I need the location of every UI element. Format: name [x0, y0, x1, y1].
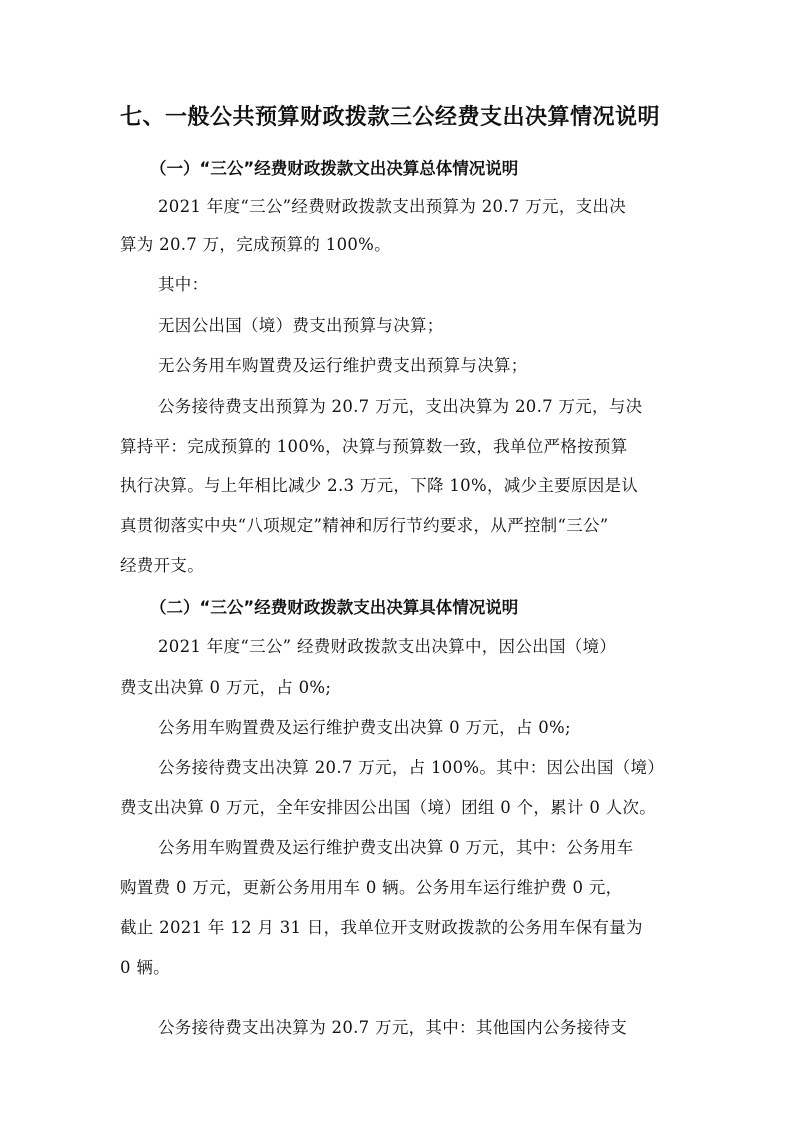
paragraph-line: 执行决算。与上年相比减少 2.3 万元，下降 10%，减少主要原因是认 — [120, 476, 639, 495]
paragraph-line: 截止 2021 年 12 月 31 日，我单位开支财政拨款的公务用车保有量为 — [120, 918, 643, 937]
subsection-title-2: （二）“三公”经费财政拨款支出决算具体情况说明 — [150, 598, 519, 617]
paragraph-line: 2021 年度“三公”经费财政拨款支出预算为 20.7 万元，支出决 — [158, 197, 627, 216]
paragraph-line: 无公务用车购置费及运行维护费支出预算与决算； — [158, 356, 528, 375]
paragraph-line: 2021 年度“三公” 经费财政拨款支出决算中，因公出国（境） — [158, 637, 617, 656]
paragraph-line: 公务接待费支出预算为 20.7 万元，支出决算为 20.7 万元，与决 — [158, 397, 643, 416]
subsection-title-1: （一）“三公”经费财政拨款文出决算总体情况说明 — [150, 159, 519, 178]
paragraph-line: 公务接待费支出决算 20.7 万元，占 100%。其中：因公出国（境） — [158, 758, 665, 777]
paragraph-line: 真贯彻落实中央“八项规定”精神和厉行节约要求，从严控制“三公” — [120, 516, 609, 535]
paragraph-line: 无因公出国（境）费支出预算与决算； — [158, 316, 444, 335]
paragraph-line: 公务接待费支出决算为 20.7 万元，其中：其他国内公务接待支 — [158, 1018, 628, 1037]
paragraph-line: 其中： — [158, 275, 209, 294]
paragraph-line: 算持平：完成预算的 100%，决算与预算数一致，我单位严格按预算 — [120, 437, 628, 456]
paragraph-line: 购置费 0 万元，更新公务用用车 0 辆。公务用车运行维护费 0 元， — [120, 878, 623, 897]
paragraph-line: 公务用车购置费及运行维护费支出决算 0 万元，占 0%; — [158, 718, 571, 737]
paragraph-line: 算为 20.7 万，完成预算的 100%。 — [120, 235, 391, 254]
paragraph-line: 经费开支。 — [120, 556, 204, 575]
paragraph-line: 费支出决算 0 万元，占 0%; — [120, 678, 332, 697]
paragraph-line: 0 辆。 — [120, 958, 170, 977]
section-heading: 七、一般公共预算财政拨款三公经费支出决算情况说明 — [120, 105, 661, 130]
paragraph-line: 公务用车购置费及运行维护费支出决算 0 万元，其中：公务用车 — [158, 838, 634, 857]
paragraph-line: 费支出决算 0 万元，全年安排因公出国（境）团组 0 个，累计 0 人次。 — [120, 798, 657, 817]
